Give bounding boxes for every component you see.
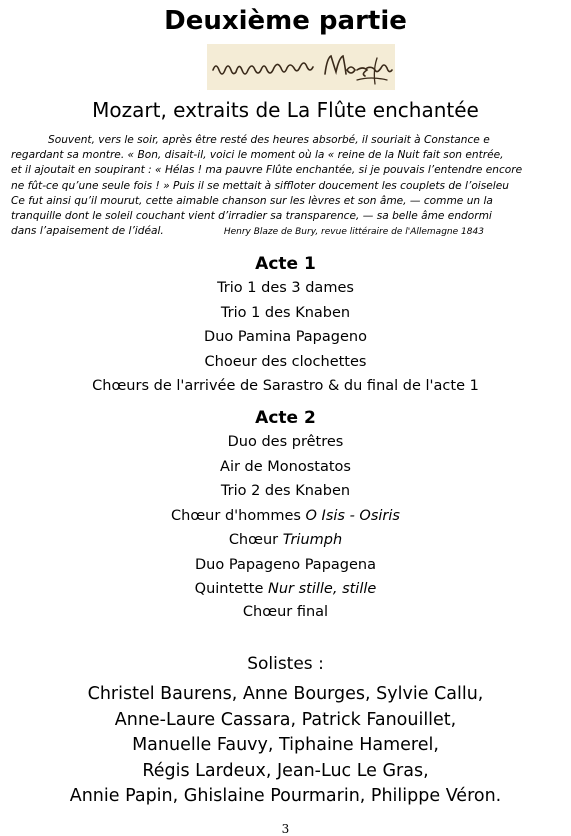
act2-item bbox=[0, 479, 571, 504]
quote-last-line bbox=[11, 224, 571, 240]
soloists-label: Solistes : bbox=[247, 654, 324, 674]
act2-item-italic: Triumph bbox=[282, 532, 343, 548]
act2-section bbox=[0, 406, 571, 622]
act1-section bbox=[0, 252, 571, 399]
soloists-line: Annie Papin, Ghislaine Pourmarin, Philippe Véron. bbox=[69, 786, 502, 806]
act2-item-italic: Nur stille, stille bbox=[268, 581, 377, 597]
act1-item: Trio 1 des 3 dames bbox=[217, 280, 354, 296]
act2-item bbox=[0, 602, 571, 622]
act2-item bbox=[0, 430, 571, 455]
act2-item-text: Duo des prêtres bbox=[227, 434, 344, 450]
act2-item-text: Chœur d'hommes bbox=[171, 507, 306, 524]
act1-item: Chœurs de l'arrivée de Sarastro & du final de l'acte 1 bbox=[92, 378, 479, 394]
mozart-signature-image bbox=[207, 44, 395, 90]
act2-item-text: Duo Papageno Papagena bbox=[195, 556, 376, 573]
quote-line: Ce fut ainsi qu’il mourut, cette aimable chanson sur les lèvres et son âme, — comme un la bbox=[11, 194, 493, 207]
act2-item bbox=[0, 553, 571, 578]
act2-item bbox=[0, 528, 571, 553]
soloists-line: Christel Baurens, Anne Bourges, Sylvie Callu, bbox=[87, 684, 484, 704]
act2-item-text: Trio 2 des Knaben bbox=[220, 483, 351, 499]
soloists-list bbox=[0, 682, 571, 810]
quote-source: Henry Blaze de Bury, revue littéraire de l'Allemagne 1843 bbox=[223, 227, 484, 238]
act1-item: Duo Pamina Papageno bbox=[204, 329, 367, 345]
soloists-line: Régis Lardeux, Jean-Luc Le Gras, bbox=[142, 760, 429, 781]
act2-item-text: Quintette bbox=[194, 581, 268, 597]
act2-item bbox=[0, 455, 571, 480]
act2-item-italic: O Isis - Osiris bbox=[305, 507, 400, 524]
quote-line: ne fût-ce qu’une seule fois ! » Puis il se mettait à siffloter doucement les couplets de l’oiseleu bbox=[11, 179, 509, 192]
act2-item-text: Chœur bbox=[228, 532, 283, 548]
act1-title: Acte 1 bbox=[255, 254, 316, 274]
part-title: Deuxième partie bbox=[164, 6, 407, 36]
act2-item bbox=[0, 577, 571, 602]
quote-line: dans l’apaisement de l’idéal. bbox=[11, 225, 164, 238]
act1-item: Trio 1 des Knaben bbox=[220, 304, 351, 321]
act2-item bbox=[0, 504, 571, 529]
act2-item-text: Air de Monostatos bbox=[220, 458, 351, 475]
subtitle: Mozart, extraits de La Flûte enchantée bbox=[92, 98, 479, 122]
quote-line: et il ajoutait en soupirant : « Hélas ! ma pauvre Flûte enchantée, si je pouvais l’entendre encore bbox=[11, 164, 523, 177]
quote-line: Souvent, vers le soir, après être resté des heures absorbé, il souriait à Constance e bbox=[48, 134, 490, 146]
quote-line: regardant sa montre. « Bon, disait-il, voici le moment où la « reine de la Nuit fait son entrée, bbox=[11, 149, 504, 162]
soloists-line: Manuelle Fauvy, Tiphaine Hamerel, bbox=[132, 735, 439, 755]
page-number: 3 bbox=[281, 822, 290, 836]
act2-title: Acte 2 bbox=[255, 408, 316, 428]
quote-line: tranquille dont le soleil couchant vient d’irradier sa transparence, — sa belle âme endormi bbox=[11, 210, 492, 223]
quote-block bbox=[11, 133, 571, 240]
act2-item-text: Chœur final bbox=[242, 603, 329, 620]
act1-item: Choeur des clochettes bbox=[204, 353, 367, 370]
soloists-line: Anne-Laure Cassara, Patrick Fanouillet, bbox=[114, 709, 457, 730]
